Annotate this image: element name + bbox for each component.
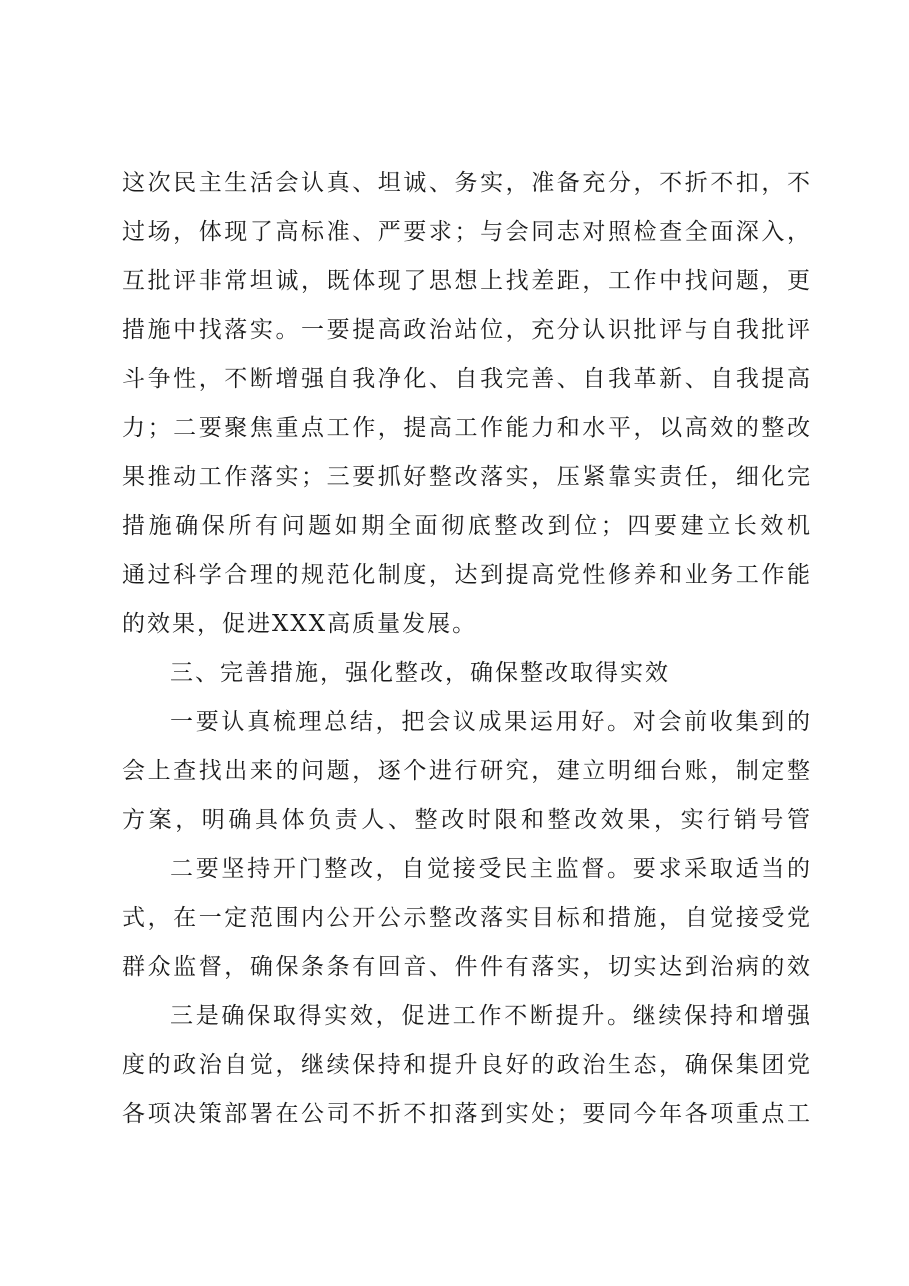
text-line: 措施确保所有问题如期全面彻底整改到位；四要建立长效机 xyxy=(122,513,812,539)
text-line: 各项决策部署在公司不折不扣落到实处；要同今年各项重点工 xyxy=(122,1101,812,1127)
document-body xyxy=(122,159,812,1139)
text-line: 通过科学合理的规范化制度，达到提高党性修养和业务工作能 xyxy=(122,562,812,588)
text-line: 措施中找落实。一要提高政治站位，充分认识批评与自我批评 xyxy=(122,317,812,343)
text-line: 式，在一定范围内公开公示整改落实目标和措施，自觉接受党 xyxy=(122,905,812,931)
text-line: 会上查找出来的问题，逐个进行研究，建立明细台账，制定整 xyxy=(122,758,812,784)
text-line: 一要认真梳理总结，把会议成果运用好。对会前收集到的 xyxy=(170,709,812,735)
text-line: 这次民主生活会认真、坦诚、务实，准备充分，不折不扣，不 xyxy=(122,170,812,196)
text-line: 互批评非常坦诚，既体现了思想上找差距，工作中找问题，更 xyxy=(122,268,812,294)
text-line: 群众监督，确保条条有回音、件件有落实，切实达到治病的效 xyxy=(122,954,812,980)
text-line: 三是确保取得实效，促进工作不断提升。继续保持和增强 xyxy=(170,1003,812,1029)
text-line: 过场，体现了高标准、严要求；与会同志对照检查全面深入， xyxy=(122,219,812,245)
text-line: 力；二要聚焦重点工作，提高工作能力和水平，以高效的整改 xyxy=(122,415,812,441)
text-line: 斗争性，不断增强自我净化、自我完善、自我革新、自我提高 xyxy=(122,366,812,392)
text-line: 的效果，促进XXX高质量发展。 xyxy=(122,611,478,637)
text-line: 方案，明确具体负责人、整改时限和整改效果，实行销号管 xyxy=(122,807,812,833)
text-line: 果推动工作落实；三要抓好整改落实，压紧靠实责任，细化完 xyxy=(122,464,812,490)
text-line: 二要坚持开门整改，自觉接受民主监督。要求采取适当的 xyxy=(170,856,812,882)
text-line: 度的政治自觉，继续保持和提升良好的政治生态，确保集团党 xyxy=(122,1052,812,1078)
section-heading: 三、完善措施，强化整改，确保整改取得实效 xyxy=(170,660,670,686)
